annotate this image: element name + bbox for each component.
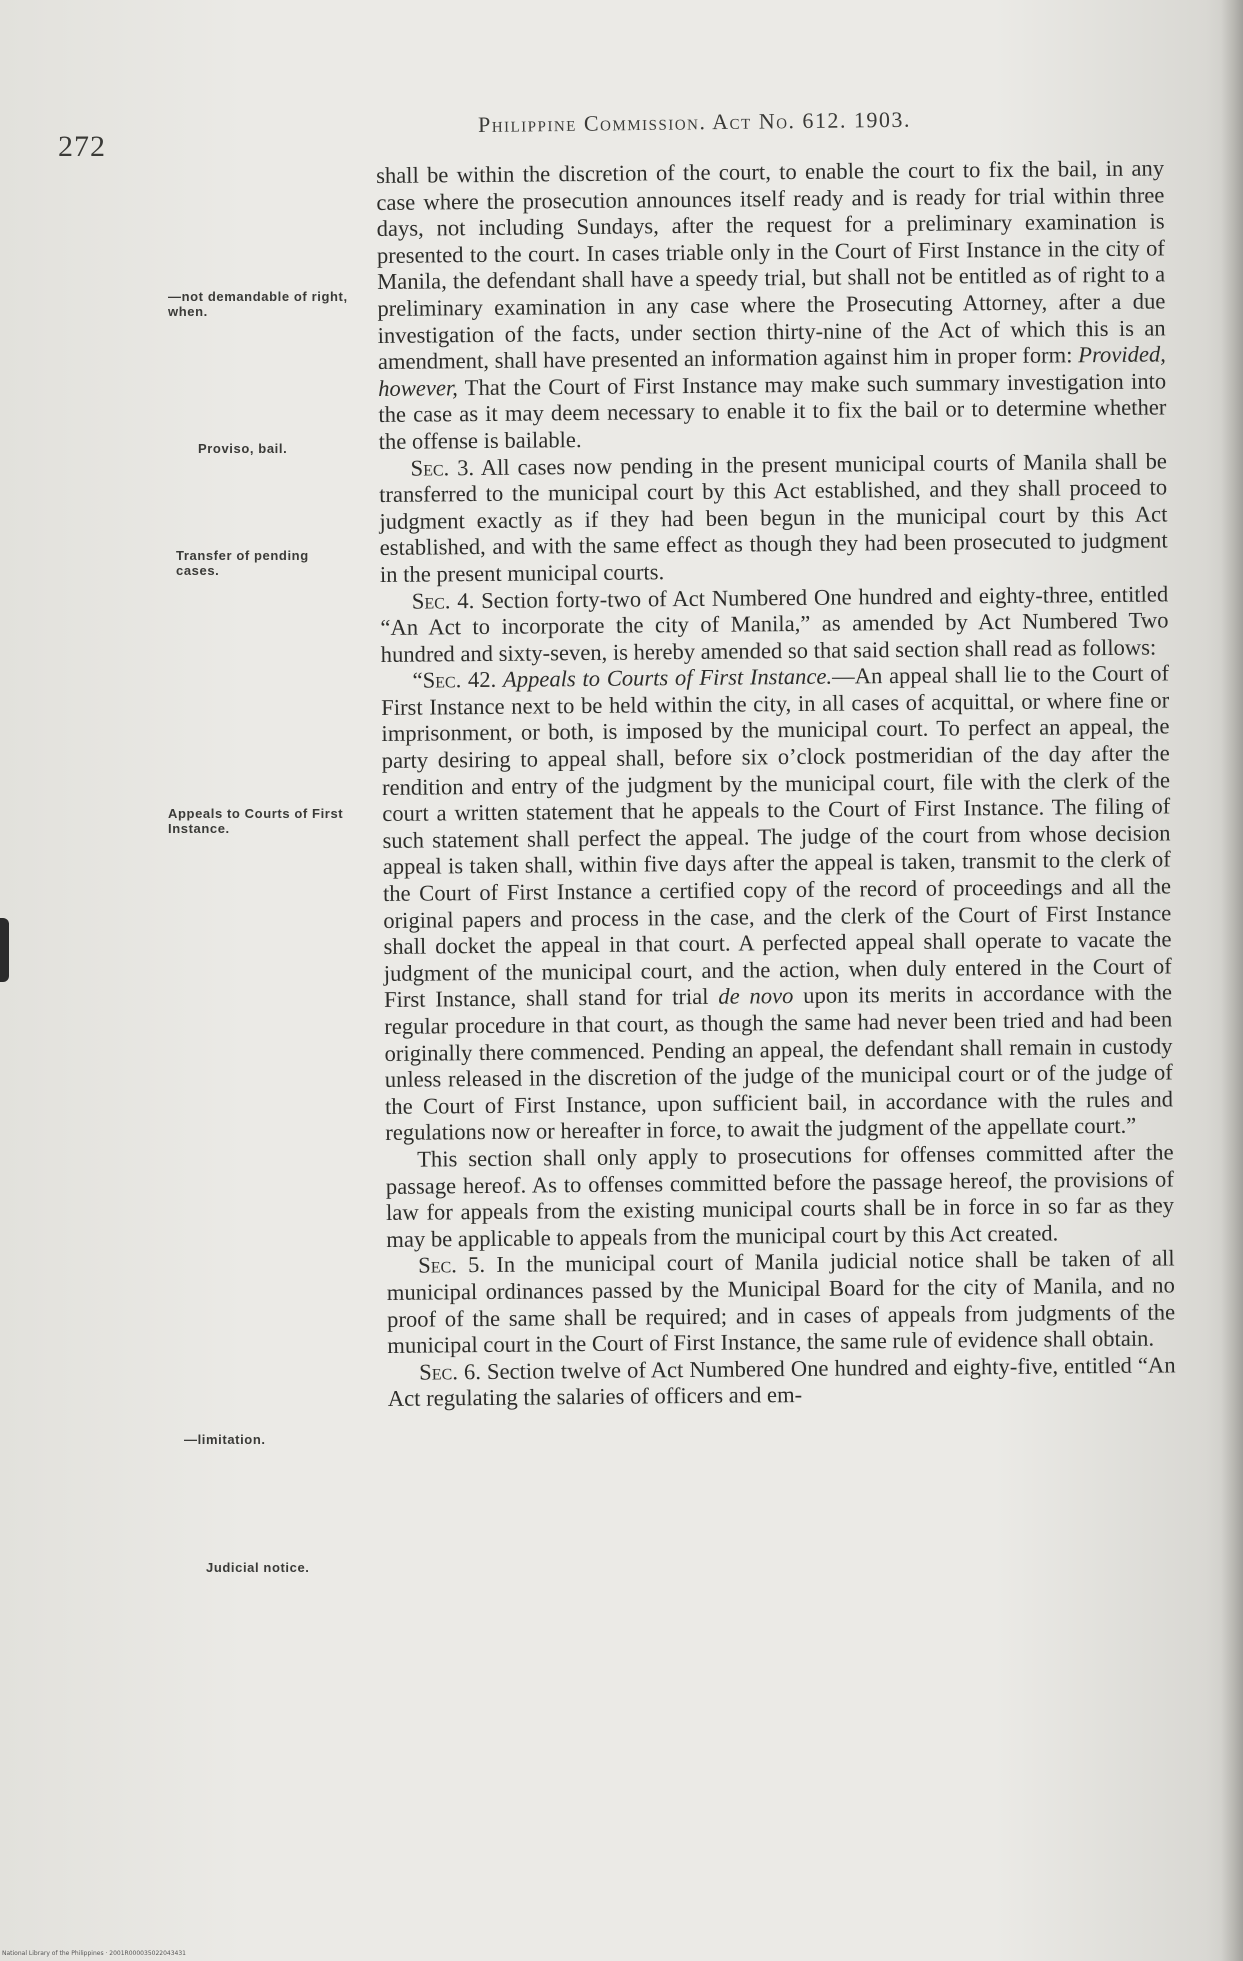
paragraph-section-4: Sec. 4. Section forty-two of Act Numbered One hundred and eighty-three, entitled “An Act to incorporate the city of Manila,” as amended by Act Numbered Two hundred and sixty-seven, is hereby amended so that said section shall read as follows: (380, 580, 1169, 667)
paragraph-section-6: Sec. 6. Section twelve of Act Numbered One hundred and eighty-five, entitled “An Act regulating the salaries of officers and em- (387, 1352, 1176, 1412)
paragraph-section-3: Sec. 3. All cases now pending in the present municipal courts of Manila shall be transferred to the municipal court by this Act established, and they shall proceed to judgment exactly as if they had been begun in the municipal court by this Act established, and with the same effect as though they had been prosecuted to judgment in the present municipal courts. (379, 447, 1168, 587)
margin-notes (0, 0, 380, 1961)
margin-note-judicial-notice: Judicial notice. (206, 1560, 310, 1575)
margin-note-transfer-pending: Transfer of pending cases. (176, 548, 309, 578)
margin-note-limitation: —limitation. (184, 1432, 266, 1447)
paragraph-bail: shall be within the discretion of the court, to enable the court to fix the bail, in any case where the prosecution announces itself ready and is ready for trial within three days, not including Sundays, after the request for a preliminary examination is presented to the court. In cases triable only in the Court of First Instance in the city of Manila, the defendant shall have a speedy trial, but shall not be entitled as of right to a preliminary examination in any case where the Prosecuting Attorney, after a due investigation of the facts, under section thirty-nine of the Act of which this is an amendment, shall have presented an information against him in proper form: Provided, however, That the Court of First Instance may make such summary investigation into the case as it may deem necessary to enable it to fix the bail or to determine whether the offense is bailable. (376, 155, 1167, 454)
body-text (376, 155, 1176, 1412)
page-edge-shadow (1221, 0, 1243, 1961)
margin-note-not-demandable: —not demandable of right, when. (168, 289, 348, 319)
running-head: Philippine Commission. Act No. 612. 1903. (477, 106, 912, 137)
paragraph-section-42: “Sec. 42. Appeals to Courts of First Instance.—An appeal shall lie to the Court of First Instance next to be held within the city, in all cases of acquittal, or where fine or imprisonment, or both, is imposed by the municipal court. To perfect an appeal, the party desiring to appeal shall, before six o’clock postmeridian of the day after the rendition and entry of the judgment by the municipal court, file with the clerk of the court a written statement that he appeals to the Court of First Instance. The filing of such statement shall perfect the appeal. The judge of the court from whose decision appeal is taken shall, within five days after the appeal is taken, transmit to the clerk of the Court of First Instance a certified copy of the record of proceedings and all the original papers and process in the case, and the clerk of the Court of First Instance shall docket the appeal in that court. A perfected appeal shall operate to vacate the judgment of the municipal court, and the action, when duly entered in the Court of First Instance, shall stand for trial de novo upon its merits in accordance with the regular procedure in that court, as though the same had never been tried and had been originally there commenced. Pending an appeal, the defendant shall remain in custody unless released in the discretion of the judge of the municipal court or of the judge of the Court of First Instance, upon sufficient bail, in accordance with the rules and regulations now or hereafter in force, to await the judgment of the appellate court.” (381, 660, 1174, 1146)
margin-note-proviso-bail: Proviso, bail. (198, 441, 288, 456)
paragraph-limitation: This section shall only apply to prosecutions for offenses committed after the passage hereof. As to offenses committed before the passage hereof, the provisions of law for appeals from the existing municipal courts shall be in force in so far as they may be applicable to appeals from the municipal court by this Act created. (385, 1139, 1175, 1252)
page-number: 272 (58, 130, 106, 163)
archive-stamp: National Library of the Philippines · 2001R000035022043431 (2, 1950, 186, 1957)
margin-note-appeals: Appeals to Courts of First Instance. (168, 806, 344, 836)
paragraph-section-5: Sec. 5. In the municipal court of Manila judicial notice shall be taken of all municipal ordinances passed by the Municipal Board for the city of Manila, and no proof of the same shall be required; and in cases of appeals from judgments of the municipal court in the Court of First Instance, the same rule of evidence shall obtain. (386, 1245, 1176, 1359)
